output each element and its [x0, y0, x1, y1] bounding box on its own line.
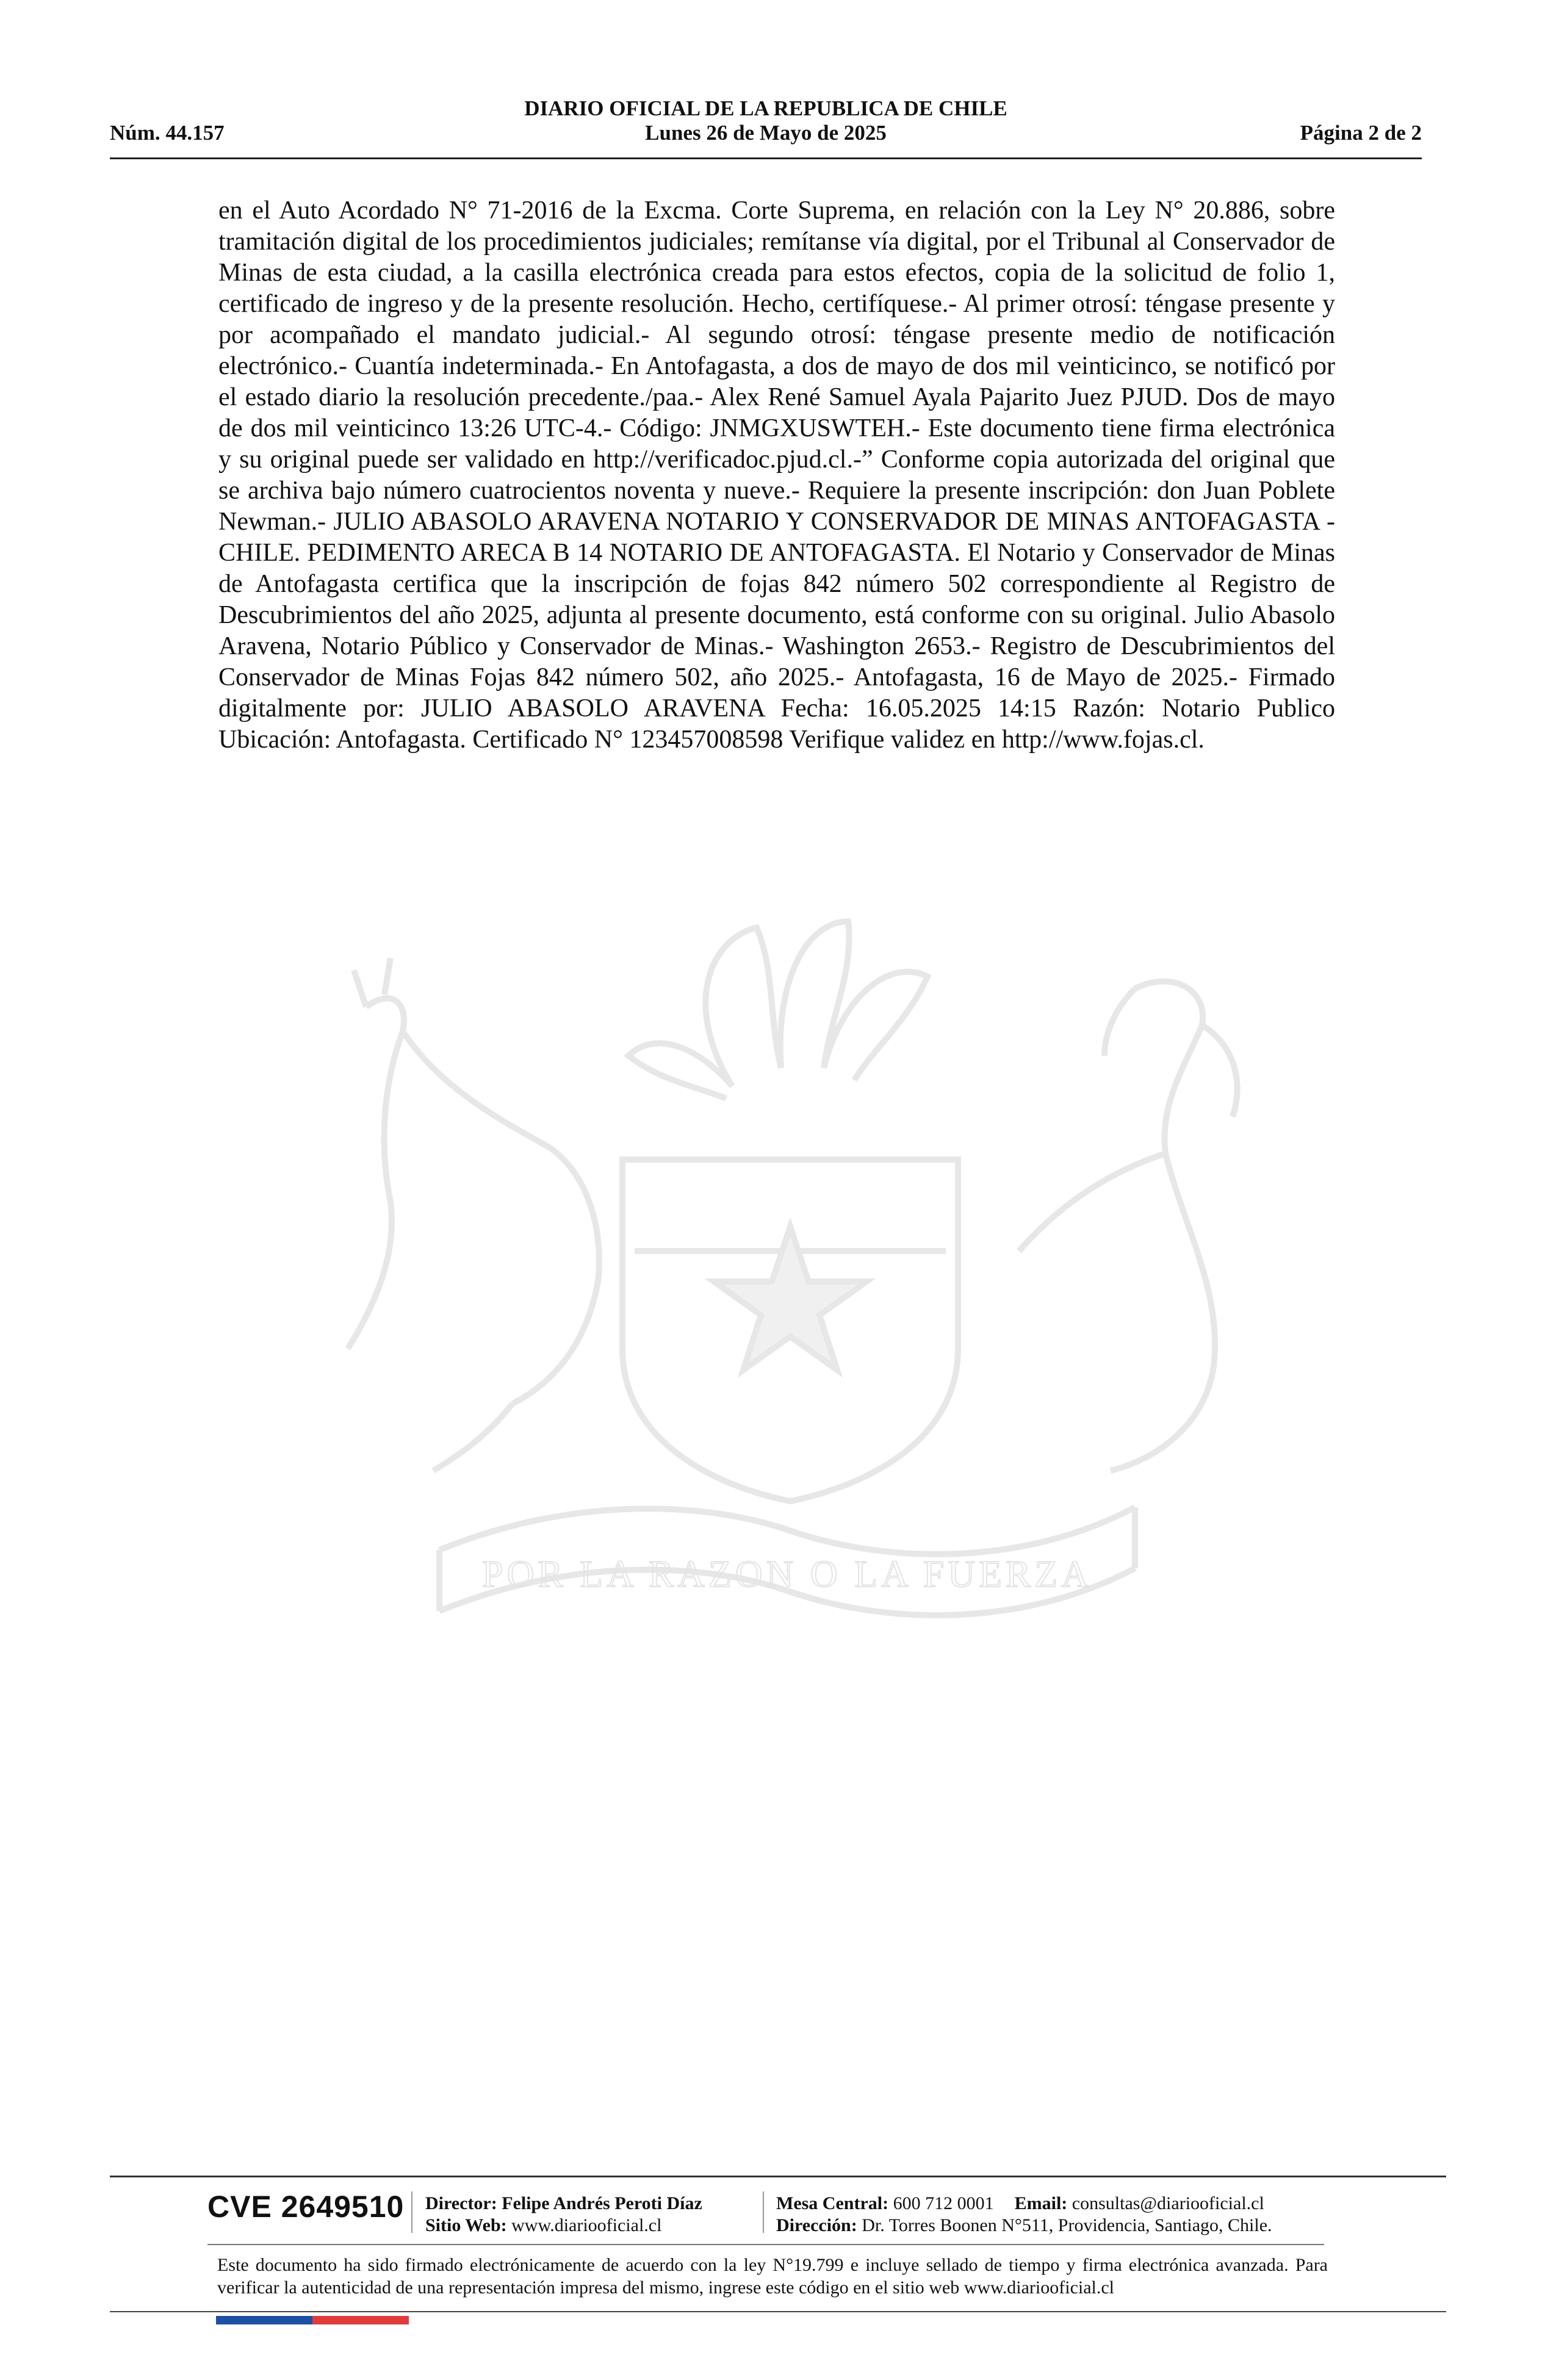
- mesa-phone: 600 712 0001: [893, 2193, 994, 2213]
- footer-top-rule: [110, 2176, 1446, 2177]
- address-value: Dr. Torres Boonen N°511, Providencia, Santiago, Chile.: [862, 2215, 1272, 2235]
- email-link[interactable]: consultas@diariooficial.cl: [1072, 2193, 1264, 2213]
- page-footer: [110, 2176, 1446, 2322]
- footer-divider: [763, 2191, 764, 2233]
- mesa-label: Mesa Central:: [776, 2193, 889, 2213]
- document-body: en el Auto Acordado N° 71-2016 de la Excma. Corte Suprema, en relación con la Ley N° 20.886, sobre tramitación digital de los procedimientos judiciales; remítanse vía digital, por el Tribunal al Conservador de Minas de esta ciudad, a la casilla electrónica creada para estos efectos, copia de la solicitud de folio 1, certificado de ingreso y de la presente resolución. Hecho, certifíquese.- Al primer otrosí: téngase presente y por acompañado el mandato judicial.- Al segundo otrosí: téngase presente medio de notificación electrónico.- Cuantía indeterminada.- En Antofagasta, a dos de mayo de dos mil veinticinco, se notificó por el estado diario la resolución precedente./paa.- Alex René Samuel Ayala Pajarito Juez PJUD. Dos de mayo de dos mil veinticinco 13:26 UTC-4.- Código: JNMGXUSWTEH.- Este documento tiene firma electrónica y su original puede ser validado en http://verificadoc.pjud.cl.-” Conforme copia autorizada del original que se archiva bajo número cuatrocientos noventa y nueve.- Requiere la presente inscripción: don Juan Poblete Newman.- JULIO ABASOLO ARAVENA NOTARIO Y CONSERVADOR DE MINAS ANTOFAGASTA - CHILE. PEDIMENTO ARECA B 14 NOTARIO DE ANTOFAGASTA. El Notario y Conservador de Minas de Antofagasta certifica que la inscripción de fojas 842 número 502 correspondiente al Registro de Descubrimientos del año 2025, adjunta al presente documento, está conforme con su original. Julio Abasolo Aravena, Notario Público y Conservador de Minas.- Washington 2653.- Registro de Descubrimientos del Conservador de Minas Fojas 842 número 502, año 2025.- Antofagasta, 16 de Mayo de 2025.- Firmado digitalmente por: JULIO ABASOLO ARAVENA Fecha: 16.05.2025 14:15 Razón: Notario Publico Ubicación: Antofagasta. Certificado N° 123457008598 Verifique validez en http://www.fojas.cl.: [218, 197, 1335, 754]
- flag-red-segment: [312, 2316, 409, 2324]
- page-indicator: Página 2 de 2: [1300, 121, 1422, 145]
- footer-director-column: [425, 2193, 702, 2237]
- email-label: Email:: [1014, 2193, 1068, 2213]
- website-link[interactable]: www.diariooficial.cl: [511, 2215, 662, 2235]
- cve-code: CVE 2649510: [207, 2190, 405, 2224]
- footer-divider: [411, 2191, 412, 2233]
- footer-bottom-rule: [110, 2311, 1446, 2312]
- footer-contact-column: [776, 2193, 1272, 2237]
- coat-of-arms-watermark: [207, 885, 1355, 1678]
- signature-legal-note: Este documento ha sido firmado electrónicamente de acuerdo con la ley N°19.799 e incluye sellado de tiempo y firma electrónica avanzada. Para verificar la autenticidad de una representación impresa del mismo, ingrese este código en el sitio web www.diariooficial.cl: [217, 2255, 1328, 2298]
- coat-of-arms-icon: [207, 885, 1355, 1678]
- address-label: Dirección:: [776, 2215, 857, 2235]
- issue-date: Lunes 26 de Mayo de 2025: [645, 121, 887, 145]
- issue-number: Núm. 44.157: [110, 121, 225, 145]
- flag-stripe: [216, 2316, 409, 2324]
- website-label: Sitio Web:: [425, 2215, 507, 2235]
- director-label: Director:: [425, 2193, 497, 2213]
- page-header: [110, 92, 1422, 159]
- motto-text: POR LA RAZON O LA FUERZA: [481, 1554, 1093, 1595]
- flag-blue-segment: [216, 2316, 312, 2324]
- director-name: Felipe Andrés Peroti Díaz: [502, 2193, 702, 2213]
- footer-middle-rule: [207, 2244, 1324, 2245]
- newspaper-title: DIARIO OFICIAL DE LA REPUBLICA DE CHILE: [524, 96, 1007, 120]
